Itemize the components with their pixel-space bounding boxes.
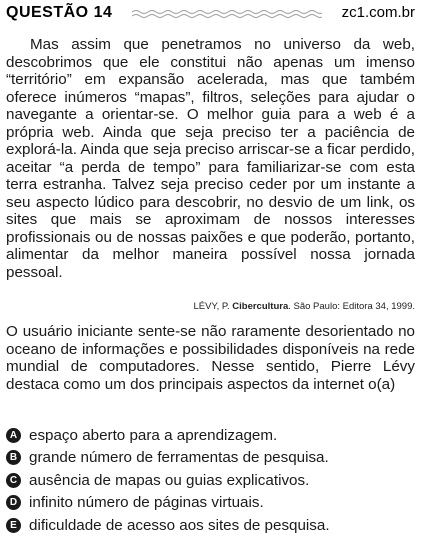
option-a-badge: A bbox=[6, 428, 21, 443]
passage-source: LÉVY, P. Cibercultura. São Paulo: Editora 34, 1999. bbox=[193, 301, 415, 312]
option-b[interactable] bbox=[6, 449, 415, 471]
option-e-badge: E bbox=[6, 518, 21, 533]
answer-options bbox=[6, 427, 415, 539]
option-a[interactable] bbox=[6, 427, 415, 449]
option-c[interactable] bbox=[6, 472, 415, 494]
option-a-text: espaço aberto para a aprendizagem. bbox=[29, 427, 278, 444]
site-url: zc1.com.br bbox=[341, 4, 415, 21]
source-title: Cibercultura bbox=[232, 301, 289, 312]
option-b-text: grande número de ferramentas de pesquisa. bbox=[29, 449, 329, 467]
option-e[interactable] bbox=[6, 517, 415, 539]
option-b-badge: B bbox=[6, 450, 21, 465]
passage-text bbox=[6, 36, 415, 281]
option-d[interactable] bbox=[6, 494, 415, 516]
question-stem: O usuário iniciante sente-se não raramente desorientado no oceano de informações e possibilidades disponíveis na rede mundial de computadores. Nesse sentido, Pierre Lévy destaca como um dos principais aspectos da internet o(a) bbox=[6, 323, 415, 393]
question-header bbox=[6, 4, 415, 24]
option-d-text: infinito número de páginas virtuais. bbox=[29, 494, 264, 512]
question-number: QUESTÃO 14 bbox=[6, 4, 113, 21]
option-c-badge: C bbox=[6, 473, 21, 488]
option-e-text: dificuldade de acesso aos sites de pesquisa. bbox=[29, 516, 330, 534]
option-c-text: ausência de mapas ou guias explicativos. bbox=[29, 471, 310, 489]
wave-divider bbox=[132, 9, 322, 19]
option-d-badge: D bbox=[6, 495, 21, 510]
passage-body: Mas assim que penetramos no universo da web, descobrimos que ele constitui não apenas um imenso “território” em expansão acelerada, mas que também oferece inúmeros “mapas”, filtros, seleções para ajudar o navegante a orientar-se. O melhor guia para a web é a própria web. Ainda que seja preciso ter a paciência de explorá-la. Ainda que seja preciso arriscar-se a ficar perdido, aceitar “a perda de tempo” para familiarizar-se com esta terra estranha. Talvez seja preciso ceder por um instante a seu aspecto lúdico para descobrir, no desvio de um link, os sites que mais se aproximam de nossos interesses profissionais ou de nossas paixões e que poderão, portanto, alimentar da melhor maneira possível nossa jornada pessoal. bbox=[6, 36, 415, 281]
